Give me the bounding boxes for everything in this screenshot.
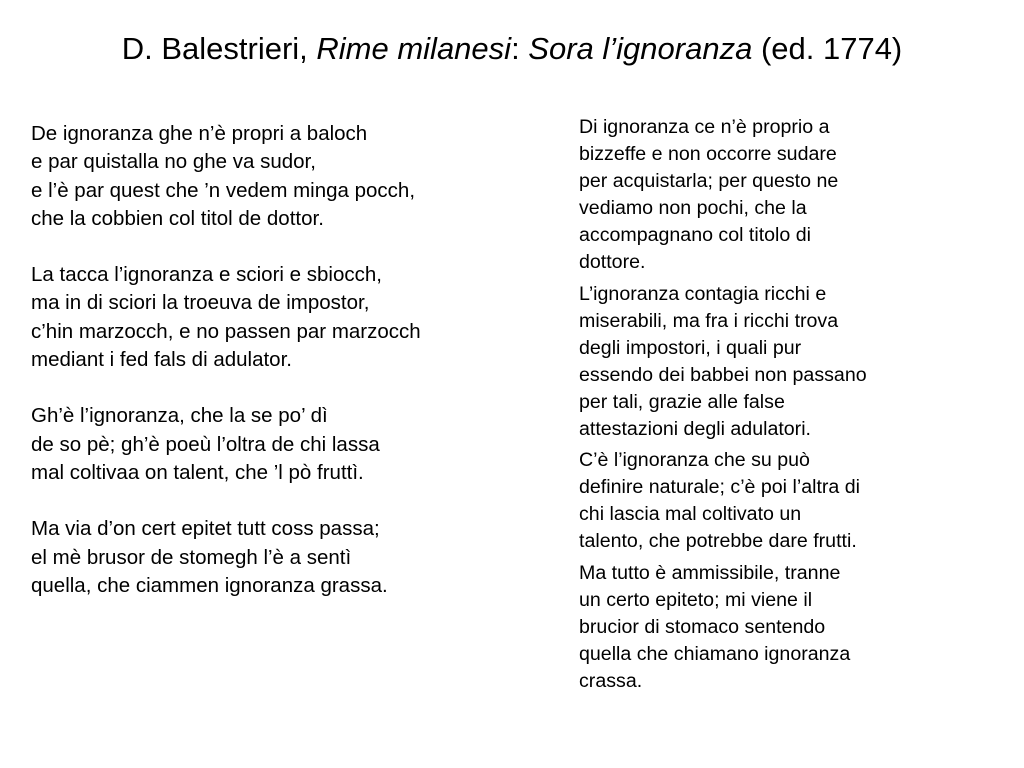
translation-paragraph-3 <box>579 447 979 555</box>
poem-line: De ignoranza ghe n’è propri a baloch <box>31 122 368 145</box>
translation-line: un certo epiteto; mi viene il <box>579 588 813 611</box>
translation-line: Ma tutto è ammissibile, tranne <box>579 561 841 584</box>
stanza-1 <box>31 120 531 233</box>
translation-line: quella che chiamano ignoranza <box>579 642 851 665</box>
translation-line: accompagnano col titolo di <box>579 224 812 247</box>
stanza-2 <box>31 261 531 374</box>
poem-line: e l’è par quest che ’n vedem minga pocch, <box>31 178 416 202</box>
poem-line: de so pè; gh’è poeù l’oltra de chi lassa <box>31 432 380 456</box>
translation-line: chi lascia mal coltivato un <box>579 503 802 526</box>
original-poem-column <box>31 120 531 628</box>
poem-line: ma in di sciori la troeuva de impostor, <box>31 291 370 315</box>
stanza-3 <box>31 402 531 487</box>
translation-column <box>579 114 979 699</box>
translation-paragraph-4 <box>579 560 979 695</box>
translation-line: crassa. <box>579 669 643 692</box>
title-separator: : <box>511 31 529 66</box>
translation-line: talento, che potrebbe dare frutti. <box>579 530 857 553</box>
translation-line: attestazioni degli adulatori. <box>579 418 812 441</box>
poem-line: mal coltivaa on talent, che ’l pò fruttì. <box>31 460 364 484</box>
translation-line: essendo dei babbei non passano <box>579 363 867 386</box>
translation-line: C’è l’ignoranza che su può <box>579 449 810 472</box>
stanza-4 <box>31 515 531 600</box>
translation-line: per acquistarla; per questo ne <box>579 170 839 193</box>
poem-line: mediant i fed fals di adulator. <box>31 348 292 372</box>
poem-line: quella, che ciammen ignoranza grassa. <box>31 573 388 597</box>
translation-line: Di ignoranza ce n’è proprio a <box>579 116 830 138</box>
poem-line: Gh’è l’ignoranza, che la se po’ dì <box>31 404 328 428</box>
poem-line: c’hin marzocch, e no passen par marzocch <box>31 319 421 343</box>
poem-line: che la cobbien col titol de dottor. <box>31 206 324 230</box>
poem-line: e par quistalla no ghe va sudor, <box>31 150 316 174</box>
translation-line: bizzeffe e non occorre sudare <box>579 143 837 166</box>
title-author: D. Balestrieri, <box>121 31 317 66</box>
poem-line: Ma via d’on cert epitet tutt coss passa; <box>31 517 380 541</box>
translation-line: L’ignoranza contagia ricchi e <box>579 282 827 305</box>
slide-title <box>0 28 1024 70</box>
poem-line: el mè brusor de stomegh l’è a sentì <box>31 545 352 569</box>
translation-line: brucior di stomaco sentendo <box>579 615 826 638</box>
translation-paragraph-1 <box>579 114 979 277</box>
title-edition: (ed. 1774) <box>752 31 903 66</box>
translation-line: miserabili, ma fra i ricchi trova <box>579 309 839 332</box>
translation-line: vediamo non pochi, che la <box>579 197 807 220</box>
translation-line: per tali, grazie alle false <box>579 390 785 413</box>
title-work: Rime milanesi <box>316 31 512 66</box>
translation-line: dottore. <box>579 251 646 274</box>
translation-line: definire naturale; c’è poi l’altra di <box>579 476 860 499</box>
poem-line: La tacca l’ignoranza e sciori e sbiocch, <box>31 263 382 287</box>
title-poem: Sora l’ignoranza <box>528 31 753 66</box>
translation-paragraph-2 <box>579 281 979 444</box>
translation-line: degli impostori, i quali pur <box>579 336 802 359</box>
